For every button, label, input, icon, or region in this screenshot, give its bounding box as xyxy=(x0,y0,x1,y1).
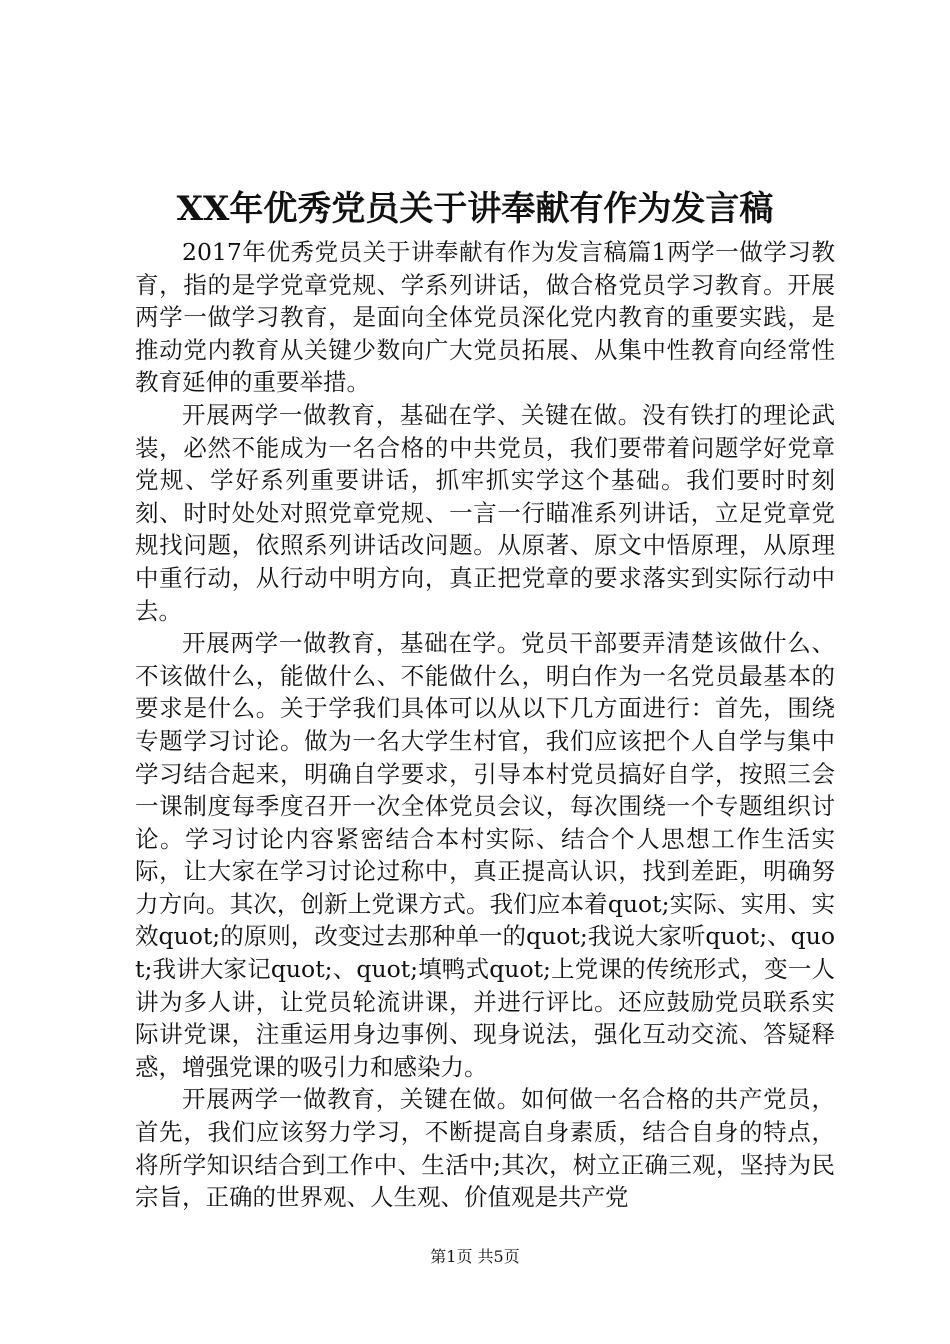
document-body xyxy=(135,236,835,1214)
document-title: XX年优秀党员关于讲奉献有作为发言稿 xyxy=(176,189,774,229)
paragraph-3: 开展两学一做教育，基础在学。党员干部要弄清楚该做什么、不该做什么，能做什么、不能做什么，明白作为一名党员最基本的要求是什么。关于学我们具体可以从以下几方面进行：首先，围绕专题学习讨论。做为一名大学生村官，我们应该把个人自学与集中学习结合起来，明确自学要求，引导本村党员搞好自学，按照三会一课制度每季度召开一次全体党员会议，每次围绕一个专题组织讨论。学习讨论内容紧密结合本村实际、结合个人思想工作生活实际，让大家在学习讨论过称中，真正提高认识，找到差距，明确努力方向。其次，创新上党课方式。我们应本着quot;实际、实用、实效quot;的原则，改变过去那种单一的quot;我说大家听quot;、quot;我讲大家记quot;、quot;填鸭式quot;上党课的传统形式，变一人讲为多人讲，让党员轮流讲课，并进行评比。还应鼓励党员联系实际讲党课，注重运用身边事例、现身说法，强化互动交流、答疑释惑，增强党课的吸引力和感染力。 xyxy=(135,629,835,1081)
paragraph-4: 开展两学一做教育，关键在做。如何做一名合格的共产党员，首先，我们应该努力学习，不断提高自身素质，结合自身的特点，将所学知识结合到工作中、生活中;其次，树立正确三观，坚持为民宗旨，正确的世界观、人生观、价值观是共产党 xyxy=(135,1085,835,1212)
paragraph-2: 开展两学一做教育，基础在学、关键在做。没有铁打的理论武装，必然不能成为一名合格的中共党员，我们要带着问题学好党章党规、学好系列重要讲话，抓牢抓实学这个基础。我们要时时刻刻、时时处处对照党章党规、一言一行瞄准系列讲话，立足党章党规找问题，依照系列讲话改问题。从原著、原文中悟原理，从原理中重行动，从行动中明方向，真正把党章的要求落实到实际行动中去。 xyxy=(135,400,835,625)
page-footer: 第1页 共5页 xyxy=(430,1247,520,1266)
paragraph-1: 2017年优秀党员关于讲奉献有作为发言稿篇1两学一做学习教育，指的是学党章党规、学系列讲话，做合格党员学习教育。开展两学一做学习教育，是面向全体党员深化党内教育的重要实践，是推动党内教育从关键少数向广大党员拓展、从集中性教育向经常性教育延伸的重要举措。 xyxy=(135,238,835,397)
